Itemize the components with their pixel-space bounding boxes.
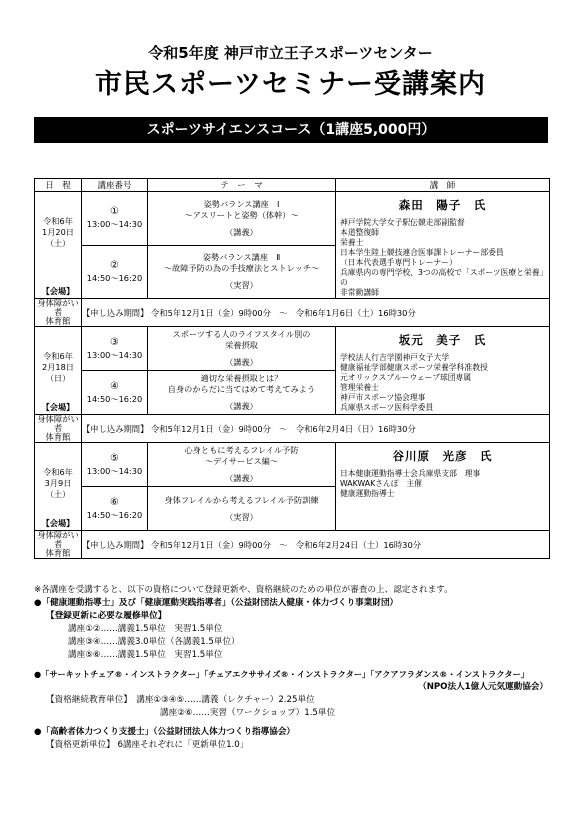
venue-name: 身体障がい者 — [37, 298, 79, 317]
lecturer-cell — [336, 327, 550, 415]
venue-name: 体育館 — [45, 316, 71, 326]
theme-line: 適切な栄養摂取とは？ — [200, 373, 283, 383]
lecture-kind: （実習） — [225, 280, 258, 291]
lecture-time: 14:50～16:20 — [86, 509, 143, 520]
lecturer-cell — [336, 443, 550, 531]
lecture-time: 14:50～16:20 — [86, 272, 143, 283]
lecture-kind: （講義） — [225, 226, 258, 237]
lecture-number: ⑤ — [110, 452, 119, 464]
theme-line: 心身ともに考えるフレイル予防 — [184, 445, 299, 455]
lecturer-name: 森田 陽子 氏 — [398, 198, 487, 212]
lecture-number: ⑥ — [110, 496, 119, 508]
lecture-time: 13:00～14:30 — [86, 465, 143, 476]
lecture-number: ④ — [110, 380, 119, 392]
block2-line: 講座②⑥……実習（ワークショップ）1.5単位 — [160, 708, 336, 718]
schedule-table — [34, 178, 550, 559]
lecture-number-cell — [82, 487, 148, 531]
lecturer-bio-line: 栄養士 — [340, 238, 364, 247]
venue-cell — [35, 415, 82, 443]
table-row — [35, 327, 550, 371]
lecturer-cell — [336, 192, 550, 299]
block1-subtitle: 【登録更新に必要な履修単位】 — [46, 611, 167, 621]
header-theme: テ ー マ — [148, 179, 336, 192]
block1-line: 講座①②……講義1.5単位 実習1.5単位 — [68, 624, 223, 634]
date-cell — [35, 327, 82, 415]
subtitle: 令和5年度 神戸市立王子スポーツセンター — [148, 44, 433, 62]
block2-line: 【資格継続教育単位】 講座①③④⑤……講義（レクチャー）2.25単位 — [46, 695, 315, 705]
date-cell — [35, 443, 82, 531]
notes-intro: ※各講座を受講すると、以下の資格について登録更新や、資格継続のための単位が審査の上、認定されます。 — [34, 585, 453, 595]
lecture-number-cell — [82, 443, 148, 487]
venue-cell — [35, 299, 82, 327]
date-year: 令和6年 — [43, 467, 73, 477]
lecture-number: ① — [110, 206, 119, 218]
header-date: 日 程 — [35, 179, 82, 192]
lecture-number-cell — [82, 245, 148, 299]
lecturer-bio-line: 神戸市スポーツ協会理事 — [340, 393, 426, 402]
apply-period: 【申し込み期間】 令和5年12月1日（金）9時00分 ～ 令和6年2月24日（土）16時30分 — [82, 531, 550, 559]
date-weekday: （日） — [45, 373, 71, 383]
block1-line: 講座③④……講義3.0単位（各講義1.5単位） — [68, 637, 240, 647]
lecturer-name: 谷川原 光彦 氏 — [392, 449, 493, 463]
theme-line: 自身のからだに当てはめて考えてみよう — [167, 384, 316, 394]
date-day: 3月9日（土） — [44, 478, 72, 499]
block1-line: 講座⑤⑥……講義1.5単位 実習1.5単位 — [68, 650, 223, 660]
theme-line: 栄養摂取 — [225, 340, 258, 350]
lecturer-bio-line: 健康福祉学部健康スポーツ栄養学科准教授 — [340, 363, 488, 372]
table-row — [35, 192, 550, 246]
block2-title: ●「サーキットチェア®・インストラクター」「チェアエクササイズ®・インストラクター」「アクアフラダンス®・インストラクター」 — [34, 669, 529, 679]
lecture-time: 13:00～14:30 — [86, 349, 143, 360]
apply-row — [35, 531, 550, 559]
lecture-kind: （実習） — [225, 511, 258, 522]
date-cell — [35, 192, 82, 299]
lecturer-bio-line: 元オリックスブルーウェーブ球団専属 — [340, 373, 472, 382]
lecturer-bio-line: 日本学生陸上競技連合医事課トレーナー部委員 — [340, 248, 504, 257]
apply-row — [35, 415, 550, 443]
venue-name: 身体障がい者 — [37, 530, 79, 549]
lecturer-bio-line: 日本健康運動指導士会兵庫県支部 理事 — [340, 469, 481, 478]
lecture-kind: （講義） — [225, 473, 258, 483]
lecturer-bio-line: 健康運動指導士 — [340, 489, 395, 498]
apply-row — [35, 299, 550, 327]
lecture-number-cell — [82, 327, 148, 371]
venue-label: 【会場】 — [41, 402, 75, 412]
block2-org: （NPO法人1億人元気運動協会） — [418, 682, 548, 692]
lecture-time: 13:00～14:30 — [86, 219, 143, 230]
apply-period: 【申し込み期間】 令和5年12月1日（金）9時00分 ～ 令和6年1月6日（土）16時30分 — [82, 299, 550, 327]
lecture-number: ③ — [110, 336, 119, 348]
block1-title: ●「健康運動指導士」及び「健康運動実践指導者」（公益財団法人健康・体力づくり事業財団） — [34, 598, 399, 608]
theme-cell — [148, 443, 336, 487]
lecturer-bio-line: 非常勤講師 — [340, 288, 379, 297]
lecture-time: 14:50～16:20 — [86, 393, 143, 404]
date-day: 2月18日 — [41, 362, 74, 372]
lecture-number: ② — [110, 259, 119, 271]
theme-cell — [148, 327, 336, 371]
theme-line: 姿勢バランス講座 Ⅱ — [202, 252, 281, 263]
header-lecturer: 講 師 — [336, 179, 550, 192]
date-day: 1月20日 — [41, 227, 74, 237]
theme-line: 身体フレイルから考えるフレイル予防訓練 — [164, 494, 319, 505]
lecture-number-cell — [82, 371, 148, 415]
lecturer-bio-line: 神戸学院大学女子駅伝競走部副監督 — [340, 218, 465, 227]
course-banner: スポーツサイエンスコース（1講座5,000円） — [34, 117, 548, 143]
venue-label: 【会場】 — [41, 518, 75, 528]
page-title: 市民スポーツセミナー受講案内 — [95, 69, 486, 100]
header-number: 講座番号 — [82, 179, 148, 192]
venue-label: 【会場】 — [41, 286, 75, 296]
date-year: 令和6年 — [43, 216, 73, 226]
theme-line: スポーツする人のライフスタイル別の — [172, 329, 311, 339]
lecturer-bio-line: 管理栄養士 — [340, 383, 379, 392]
block3-line: 【資格更新単位】 6講座それぞれに「更新単位1.0」 — [46, 740, 249, 750]
date-weekday: （土） — [45, 238, 71, 248]
venue-cell — [35, 531, 82, 559]
lecture-kind: （講義） — [225, 401, 258, 411]
theme-line: ～デイサービス編～ — [204, 456, 279, 466]
qualification-notes — [34, 584, 554, 752]
lecture-number-cell — [82, 192, 148, 246]
block3-title: ●「高齢者体力つくり支援士」（公益財団法人体力つくり指導協会） — [34, 727, 296, 737]
theme-cell — [148, 487, 336, 531]
theme-cell — [148, 192, 336, 246]
lecture-kind: （講義） — [225, 357, 258, 367]
theme-line: ～アスリートと姿勢（体幹）～ — [184, 209, 299, 220]
lecturer-name: 坂元 美子 氏 — [398, 333, 487, 347]
apply-period: 【申し込み期間】 令和5年12月1日（金）9時00分 ～ 令和6年2月4日（日）16時30分 — [82, 415, 550, 443]
lecturer-bio-line: 学校法人行吉学園神戸女子大学 — [340, 353, 450, 362]
theme-cell — [148, 371, 336, 415]
date-year: 令和6年 — [43, 351, 73, 361]
venue-name: 体育館 — [45, 548, 71, 558]
theme-line: ～故障予防の為の手技療法とストレッチ～ — [163, 263, 320, 274]
lecturer-bio-line: （日本代表選手専門トレーナー） — [340, 258, 457, 267]
lecturer-bio-line: 兵庫県内の専門学校、3つの高校で「スポーツ医療と栄養」の — [340, 268, 544, 287]
venue-name: 身体障がい者 — [37, 414, 79, 433]
lecturer-bio-line: 兵庫県スポーツ医科学委員 — [340, 403, 434, 412]
table-header-row — [35, 179, 550, 192]
lecturer-bio-line: 本道整復師 — [340, 228, 379, 237]
theme-line: 姿勢バランス講座 Ⅰ — [203, 198, 280, 209]
theme-cell — [148, 245, 336, 299]
venue-name: 体育館 — [45, 432, 71, 442]
lecturer-bio-line: WAKWAKさんぽ 主催 — [340, 479, 422, 488]
table-row — [35, 443, 550, 487]
